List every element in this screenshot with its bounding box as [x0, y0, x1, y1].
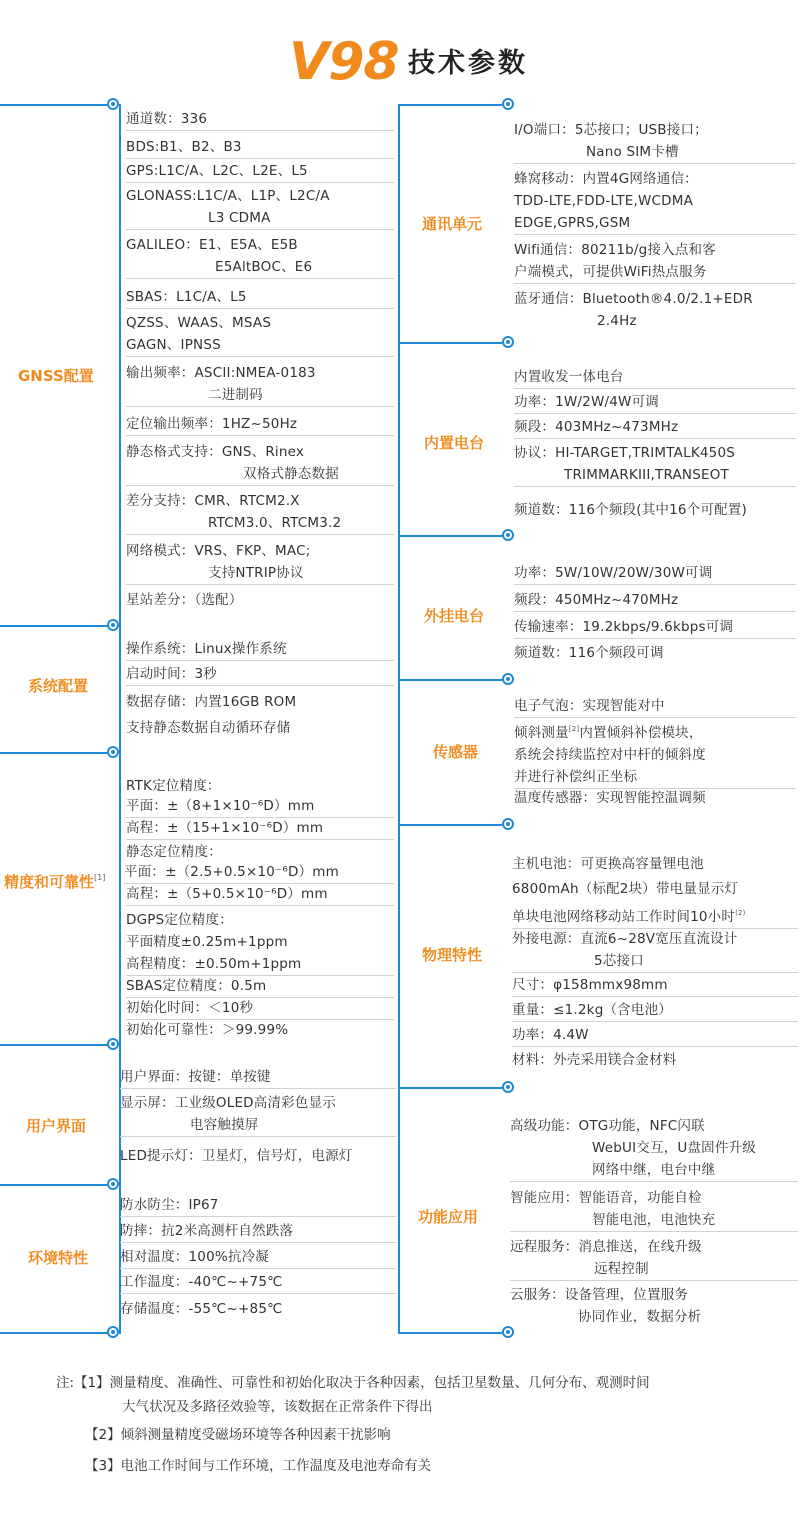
divider-dot-icon [502, 818, 514, 830]
divider-dot-icon [107, 1178, 119, 1190]
spec-item: 主机电池：可更换高容量锂电池 [512, 856, 704, 872]
divider-dot-icon [107, 619, 119, 631]
right-divider [398, 679, 502, 681]
spec-item: 远程服务：消息推送，在线升级 远程控制 [510, 1236, 798, 1281]
footnote-ref: (2) [735, 909, 746, 917]
footnote-2: 【2】倾斜测量精度受磁场环境等各种因素干扰影响 [85, 1427, 391, 1443]
spec-item: 防水防尘：IP67 [120, 1194, 396, 1217]
spec-item: 工作温度：-40℃~+75℃ [120, 1271, 396, 1294]
spec-item: 电子气泡：实现智能对中 [514, 695, 796, 718]
spec-item: 静态格式支持：GNS、Rinex 双格式静态数据 [126, 441, 394, 486]
right-divider [398, 104, 502, 106]
spec-item: 蜂窝移动：内置4G网络通信： TDD-LTE,FDD-LTE,WCDMA EDGE,GPRS,GSM [514, 168, 796, 235]
spec-item: 内置收发一体电台 [514, 366, 796, 389]
spec-item: 初始化时间：＜10秒 [126, 997, 394, 1020]
spec-item: 功率：1W/2W/4W可调 [514, 391, 796, 414]
spec-item: 显示屏：工业级OLED高清彩色显示 电容触摸屏 [120, 1092, 396, 1137]
right-divider [398, 1332, 502, 1334]
section-label-ui: 用户界面 [26, 1117, 87, 1135]
divider-dot-icon [502, 529, 514, 541]
spec-item: 协议：HI-TARGET,TRIMTALK450S TRIMMARKIII,TRANSEOT [514, 442, 796, 487]
divider-dot-icon [502, 336, 514, 348]
divider-dot-icon [107, 1326, 119, 1338]
section-label-comm: 通讯单元 [422, 215, 483, 233]
spec-item: 频道数：116个频段(其中16个可配置) [514, 502, 747, 518]
spec-item: 网络模式：VRS、FKP、MAC; 支持NTRIP协议 [126, 540, 394, 585]
left-divider [0, 104, 113, 106]
spec-item: Wifi通信：80211b/g接入点和客 户端模式，可提供WiFi热点服务 [514, 239, 796, 284]
spec-item: 平面：±（2.5+0.5×10⁻⁶D）mm [124, 861, 394, 884]
spec-item: 频段：450MHz~470MHz [514, 589, 796, 612]
left-divider [0, 1332, 113, 1334]
page-header [0, 30, 800, 94]
spec-item: 传输速率：19.2kbps/9.6kbps可调 [514, 616, 796, 639]
section-label-system: 系统配置 [28, 677, 89, 695]
page-title: 技术参数 [408, 48, 528, 79]
spec-item: 云服务：设备管理，位置服务 协同作业，数据分析 [510, 1287, 702, 1325]
spec-item: 温度传感器：实现智能控温调频 [514, 790, 706, 806]
spec-item: DGPS定位精度： [126, 912, 233, 928]
spec-item: GPS:L1C/A、L2C、L2E、L5 [126, 160, 394, 183]
divider-dot-icon [502, 1081, 514, 1093]
section-label-apps: 功能应用 [418, 1208, 479, 1226]
spec-item: 尺寸：φ158mmx98mm [512, 974, 798, 997]
spec-item: 频段：403MHz~473MHz [514, 416, 796, 439]
spec-item: 数据存储：内置16GB ROM [126, 694, 297, 710]
right-divider [398, 342, 502, 344]
spec-item: 平面：±（8+1×10⁻⁶D）mm [126, 795, 394, 818]
section-label-env: 环境特性 [28, 1249, 89, 1267]
section-label-gnss: GNSS配置 [18, 367, 94, 385]
right-divider [398, 535, 502, 537]
footnote-ref: [2] [568, 725, 580, 733]
spec-item: 用户界面：按键：单按键 [120, 1066, 396, 1089]
divider-dot-icon [107, 1038, 119, 1050]
left-divider [0, 1184, 113, 1186]
footnote-ref: [1] [94, 873, 106, 882]
right-spine [398, 104, 400, 1334]
spec-item: RTK定位精度： [126, 778, 221, 794]
spec-item: 重量：≤1.2kg（含电池） [512, 999, 798, 1022]
spec-item: 支持静态数据自动循环存储 [126, 720, 291, 736]
section-label-physical: 物理特性 [422, 946, 483, 964]
spec-item: 输出频率：ASCII:NMEA-0183 二进制码 [126, 362, 394, 407]
spec-item: 定位输出频率：1HZ~50Hz [126, 413, 394, 436]
spec-item: 相对温度：100%抗冷凝 [120, 1246, 396, 1269]
spec-item: SBAS：L1C/A、L5 [126, 286, 394, 309]
spec-item: 频道数：116个频段可调 [514, 645, 664, 661]
right-divider [398, 1087, 502, 1089]
footnote-3: 【3】电池工作时间与工作环境，工作温度及电池寿命有关 [85, 1458, 432, 1474]
spec-item: 倾斜测量[2]内置倾斜补偿模块， 系统会持续监控对中杆的倾斜度 并进行补偿纠正坐标 [514, 718, 796, 789]
left-divider [0, 1044, 113, 1046]
spec-item: 差分支持：CMR、RTCM2.X RTCM3.0、RTCM3.2 [126, 490, 394, 535]
spec-item: 功率：5W/10W/20W/30W可调 [514, 562, 796, 585]
spec-item: 高级功能：OTG功能，NFC闪联 WebUI交互，U盘固件升级 网络中继，电台中继 [510, 1115, 798, 1182]
section-label-radio-internal: 内置电台 [424, 434, 485, 452]
spec-item: 通道数：336 [126, 108, 394, 131]
right-divider [398, 824, 502, 826]
spec-item: I/O端口：5芯接口；USB接口； Nano SIM卡槽 [514, 119, 796, 164]
divider-dot-icon [502, 98, 514, 110]
spec-item: BDS:B1、B2、B3 [126, 136, 394, 159]
spec-item: 启动时间：3秒 [126, 663, 394, 686]
section-label-sensor: 传感器 [433, 743, 479, 761]
spec-item: 材料：外壳采用镁合金材料 [512, 1052, 677, 1068]
spec-item: SBAS定位精度：0.5m [126, 975, 394, 998]
left-divider [0, 752, 113, 754]
divider-dot-icon [107, 98, 119, 110]
section-label-radio-external: 外挂电台 [424, 607, 485, 625]
spec-item: 操作系统：Linux操作系统 [126, 638, 394, 661]
divider-dot-icon [502, 673, 514, 685]
model-name: V98 [289, 32, 399, 92]
spec-item: 星站差分：（选配） [126, 592, 243, 608]
spec-item: GALILEO：E1、E5A、E5B E5AltBOC、E6 [126, 234, 394, 279]
spec-item: QZSS、WAAS、MSAS GAGN、IPNSS [126, 312, 394, 357]
spec-item: 高程精度：±0.50m+1ppm [126, 953, 394, 976]
spec-item: 防摔：抗2米高测杆自然跌落 [120, 1220, 396, 1243]
spec-item: GLONASS:L1C/A、L1P、L2C/A L3 CDMA [126, 185, 394, 230]
section-label-accuracy: 精度和可靠性[1] [4, 873, 106, 891]
divider-dot-icon [107, 746, 119, 758]
spec-item: 初始化可靠性：＞99.99% [126, 1022, 289, 1038]
footnote-1-cont: 大气状况及多路径效验等，该数据在正常条件下得出 [122, 1399, 433, 1415]
spec-item: 平面精度±0.25m+1ppm [126, 934, 288, 950]
spec-item: 高程：±（5+0.5×10⁻⁶D）mm [126, 883, 394, 906]
footnote-1: 注:【1】测量精度、准确性、可靠性和初始化取决于各种因素，包括卫星数量、几何分布、观测时间 [56, 1375, 650, 1391]
spec-item: 功率：4.4W [512, 1024, 798, 1047]
spec-item: LED提示灯：卫星灯，信号灯，电源灯 [120, 1148, 353, 1164]
spec-item: 蓝牙通信：Bluetooth®4.0/2.1+EDR 2.4Hz [514, 291, 753, 329]
spec-item: 单块电池网络移动站工作时间10小时$^{(2)}$ [512, 902, 798, 929]
spec-item: 智能应用：智能语音，功能自检 智能电池，电池快充 [510, 1187, 798, 1232]
spec-item: 存储温度：-55℃~+85℃ [120, 1301, 283, 1317]
spec-item: 外接电源：直流6~28V宽压直流设计 5芯接口 [512, 928, 798, 973]
left-divider [0, 625, 113, 627]
spec-item: 高程：±（15+1×10⁻⁶D）mm [126, 817, 394, 840]
spec-item: 6800mAh（标配2块）带电量显示灯 [512, 881, 739, 897]
spec-item: 静态定位精度： [126, 844, 222, 860]
